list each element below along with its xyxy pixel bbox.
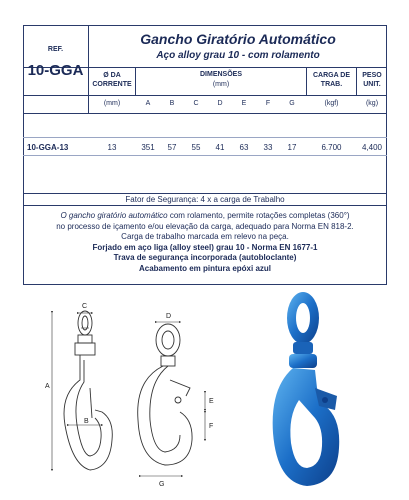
- col-dimensions: DIMENSÕES: [199, 71, 242, 78]
- row-ref: 10-GGA-13: [27, 143, 69, 152]
- safety-factor: Fator de Segurança: 4 x a carga de Trabalho: [125, 195, 285, 204]
- hook-side-view: [138, 324, 192, 465]
- label-f: F: [209, 423, 214, 430]
- page-subtitle: Aço alloy grau 10 - com rolamento: [156, 50, 320, 61]
- col-load: CARGA DE TRAB.: [312, 72, 351, 88]
- unit-load: (kgf): [324, 100, 339, 107]
- row-load: 6.700: [321, 143, 342, 152]
- row-diameter: 13: [107, 143, 117, 152]
- description-line-1-rest: com rolamento, permite rotações completas (360°): [167, 211, 350, 220]
- unit-weight: (kg): [365, 100, 379, 107]
- technical-drawing: [40, 300, 230, 495]
- row-dim-g: 17: [287, 143, 297, 152]
- row-dim-b: 57: [167, 143, 177, 152]
- letter-f: F: [265, 100, 271, 107]
- letter-c: C: [193, 100, 199, 107]
- letter-a: A: [145, 100, 151, 107]
- description-line-2: no processo de içamento e/ou elevação da carga, adequado para Norma EN 818-2.: [56, 221, 354, 231]
- label-a: A: [45, 383, 50, 390]
- ref-label: REF.: [47, 46, 64, 53]
- description-block: [23, 211, 387, 274]
- description-line-6: Acabamento em pintura epóxi azul: [138, 263, 272, 273]
- letter-g: G: [289, 100, 295, 107]
- safety-bottom-divider: [23, 205, 387, 206]
- row-top-divider: [23, 137, 387, 138]
- col-weight: PESO UNIT.: [362, 72, 382, 88]
- col-dimensions-unit: (mm): [212, 81, 230, 88]
- units-bottom-divider: [23, 113, 387, 114]
- description-line-4: Forjado em aço liga (alloy steel) grau 10 - Norma EN 1677-1: [92, 242, 318, 252]
- label-g: G: [159, 481, 165, 488]
- description-line-5: Trava de segurança incorporada (autobloclante): [113, 253, 297, 262]
- letter-e: E: [241, 100, 247, 107]
- letter-d: D: [217, 100, 223, 107]
- row-dim-d: 41: [215, 143, 225, 152]
- row-dim-e: 63: [239, 143, 249, 152]
- unit-diameter: (mm): [103, 100, 121, 107]
- label-d: D: [166, 313, 172, 320]
- row-dim-c: 55: [191, 143, 201, 152]
- product-illustration: [255, 288, 365, 493]
- description-line-3: Carga de trabalho marcada em relevo na peça.: [121, 232, 289, 241]
- col-diameter: Ø DA CORRENTE: [92, 72, 132, 88]
- label-c: C: [82, 303, 88, 310]
- units-divider: [23, 95, 387, 96]
- description-italic: O gancho giratório automático: [60, 211, 168, 220]
- description-line-1: [23, 211, 387, 222]
- row-dim-f: 33: [263, 143, 273, 152]
- dimension-labels: [45, 303, 214, 488]
- dimension-lines: [52, 312, 205, 476]
- row-weight: 4,400: [361, 143, 383, 152]
- page-title: Gancho Giratório Automático: [140, 31, 336, 47]
- data-bottom-divider: [23, 193, 387, 194]
- label-e: E: [209, 398, 214, 405]
- letter-b: B: [169, 100, 175, 107]
- blue-hook-icon: [273, 292, 340, 486]
- hook-front-view: [64, 311, 112, 470]
- ref-code: 10-GGA: [27, 62, 84, 79]
- row-dim-a: 351: [141, 143, 155, 152]
- row-bottom-divider: [23, 155, 387, 156]
- label-b: B: [84, 418, 89, 425]
